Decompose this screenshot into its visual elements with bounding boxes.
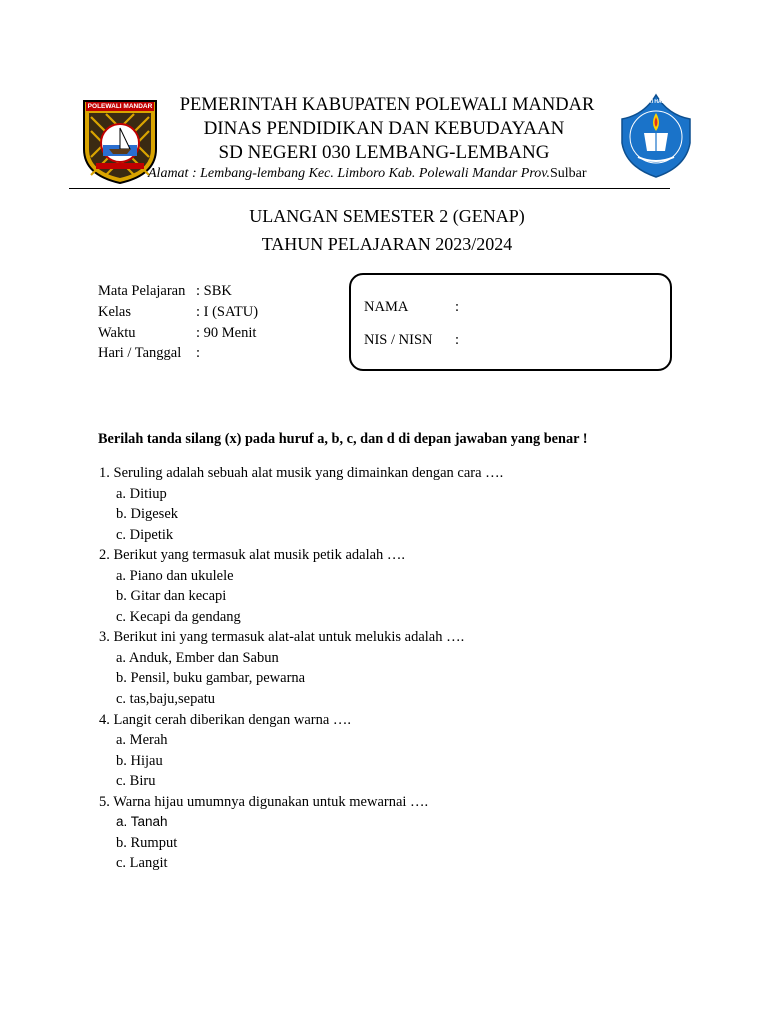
logo-right-text: TUT WURI HANDAYANI [628, 99, 684, 105]
option-c: c. Biru [116, 773, 156, 790]
info-date [98, 343, 258, 364]
info-label: Waktu [98, 324, 136, 341]
info-value: : I (SATU) [196, 303, 259, 320]
nis-label: NIS / NISN [364, 332, 433, 348]
info-label: Hari / Tanggal [98, 345, 182, 362]
info-time [98, 323, 258, 344]
header-divider [69, 188, 670, 189]
option-a: a. Piano dan ukulele [116, 567, 234, 584]
info-subject [98, 281, 258, 302]
option-c: c. Kecapi da gendang [116, 608, 241, 625]
info-class [98, 302, 258, 323]
info-label: Mata Pelajaran [98, 283, 186, 299]
name-label: NAMA [364, 299, 409, 315]
exam-title: ULANGAN SEMESTER 2 (GENAP) [249, 206, 525, 226]
question-2 [99, 545, 503, 627]
question-1 [99, 463, 503, 545]
option-b: b. Hijau [116, 752, 163, 769]
question-text: 5. Warna hijau umumnya digunakan untuk mewarnai …. [99, 793, 429, 810]
question-4 [99, 710, 503, 792]
option-a: a. Anduk, Ember dan Sabun [116, 649, 279, 666]
name-row [364, 299, 459, 316]
info-value: : 90 Menit [196, 324, 257, 341]
option-a: a. Tanah [116, 814, 168, 830]
header-school: SD NEGERI 030 LEMBANG-LEMBANG [218, 142, 550, 163]
instruction: Berilah tanda silang (x) pada huruf a, b, c, dan d di depan jawaban yang benar ! [98, 431, 588, 447]
option-a: a. Merah [116, 732, 168, 749]
student-identity-box [349, 273, 672, 371]
info-value: : SBK [196, 283, 232, 299]
option-c: c. Langit [116, 855, 168, 872]
info-label: Kelas [98, 303, 132, 320]
header-department: DINAS PENDIDIKAN DAN KEBUDAYAAN [203, 118, 565, 139]
logo-left-text: POLEWALI MANDAR [87, 103, 153, 110]
question-text: 3. Berikut ini yang termasuk alat-alat untuk melukis adalah …. [99, 629, 465, 646]
option-c: c. tas,baju,sepatu [116, 691, 216, 708]
address-province: Sulbar [549, 166, 587, 181]
question-5 [99, 792, 503, 874]
name-colon: : [455, 299, 460, 315]
question-text: 4. Langit cerah diberikan dengan warna …. [99, 711, 352, 728]
nis-colon: : [455, 332, 460, 348]
question-3 [99, 627, 503, 709]
header-address [148, 165, 587, 183]
option-b: b. Pensil, buku gambar, pewarna [116, 670, 306, 687]
option-b: b. Gitar dan kecapi [116, 588, 227, 605]
question-list [99, 463, 503, 874]
header-government: PEMERINTAH KABUPATEN POLEWALI MANDAR [179, 95, 595, 115]
exam-info [98, 281, 258, 364]
nis-row [364, 332, 459, 349]
question-text: 2. Berikut yang termasuk alat musik petik adalah …. [99, 547, 406, 564]
option-b: b. Rumput [116, 834, 178, 851]
question-text: 1. Seruling adalah sebuah alat musik yang dimainkan dengan cara …. [99, 465, 504, 481]
option-c: c. Dipetik [116, 526, 174, 543]
info-value: : [196, 345, 201, 362]
academic-year: TAHUN PELAJARAN 2023/2024 [261, 234, 513, 254]
option-a: a. Ditiup [116, 485, 167, 502]
option-b: b. Digesek [116, 506, 179, 523]
address-main: Alamat : Lembang-lembang Kec. Limboro Kab. Polewali Mandar Prov. [148, 166, 550, 181]
